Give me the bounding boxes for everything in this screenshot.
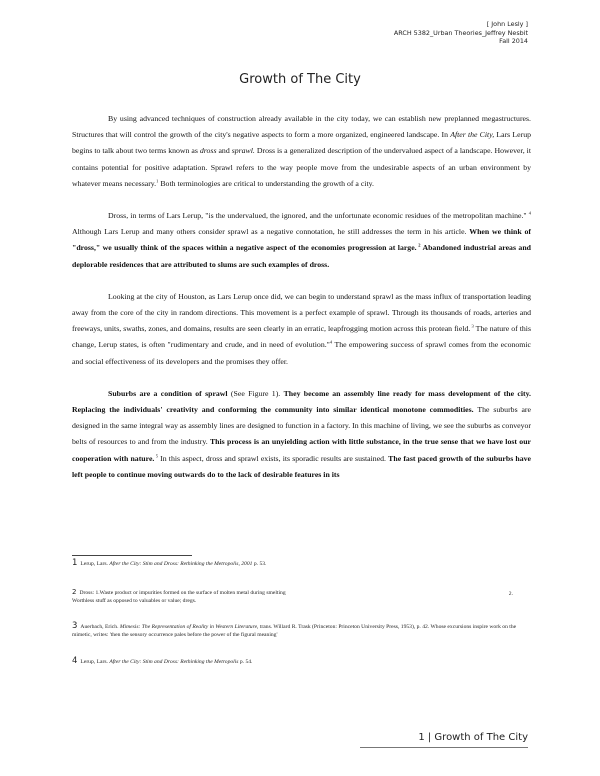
text-run: Although Lars Lerup and many others consider sprawl as a negative connotation, he still addresses the term in his article. [72, 227, 470, 237]
footnote-ref[interactable]: 1 [156, 178, 159, 184]
document-title: Growth of The City [239, 72, 361, 87]
footnote-text: Lerup, Lars. [80, 658, 110, 665]
footnote-ref[interactable]: 4 [528, 210, 531, 216]
footnote-text: Dross: 1.Waste product or impurities formed on the surface of molten metal during smelting [79, 589, 286, 596]
footnote-ref[interactable]: 2 [416, 242, 421, 248]
footnotes [72, 560, 531, 681]
footnote-number: 2 [72, 587, 77, 596]
text-run: The suburbs are designed in the same integral way as assembly lines are designed to function in a factory. In this machine of living, we see the suburbs as conveyor belts of resources to and from the industry. [72, 405, 531, 447]
footnote-1 [72, 560, 531, 569]
text-italic: dross [199, 146, 217, 156]
footnote-text: Worthless stuff as opposed to valuables or value; dregs. [72, 597, 197, 604]
paragraph-4 [72, 386, 531, 483]
text-bold: Suburbs are a condition of sprawl [108, 388, 228, 398]
header-author: [ John Lesly ] [486, 20, 528, 28]
footnote-4 [72, 655, 531, 667]
footer-separator: | [424, 732, 435, 743]
footnote-text: Auerbach, Erich. [80, 624, 120, 631]
text-run: Both terminologies are critical to understanding the growth of a city. [158, 178, 374, 188]
paragraph-1 [72, 111, 531, 192]
text-bold: The fast paced growth of the suburbs have left people to continue moving outwards do to the lack of desirable features in its [72, 453, 531, 479]
header-course: ARCH 5382_Urban Theories_Jeffrey Nesbit [393, 28, 528, 37]
footer-label: Growth of The City [434, 732, 528, 743]
footnote-ref[interactable]: 3 [470, 323, 474, 329]
footnote-number: 1 [72, 558, 78, 568]
text-run: Dross is a generalized description of the undervalued aspect of a landscape. However, it contains potential for positive adaptation. Sprawl refers to the way people move from the undesirable aspects of an urban environment by whatever means necessary. [72, 146, 531, 188]
page-header [394, 20, 528, 46]
text-run: Dross, in terms of Lars Lerup, "is the undervalued, the ignored, and the unfortunate economic residues of the metropolitan machine." [108, 211, 529, 221]
footnote-side-number: 2. [508, 590, 513, 597]
text-italic: sprawl. [231, 146, 255, 156]
document-body [72, 111, 531, 483]
text-run: (See Figure 1). [227, 388, 284, 398]
text-bold: Abandoned industrial areas and deplorable residences that are attributed to slums are such examples of dross. [72, 243, 531, 269]
text-run: The nature of this change, Lerup states, is often "rudimentary and crude, and in need of evolution." [72, 324, 531, 350]
text-run: Lars Lerup begins to talk about two terms known as [72, 130, 531, 156]
text-run: Looking at the city of Houston, as Lars Lerup once did, we can begin to understand sprawl as the mass influx of transportation leading away from the core of the city in random directions. This movement is a perfect example of sprawl. Through its thousands of roads, arteries and freeways, units, swaths, zones, and domains, results are seen clearly in an erratic, leapfrogging motion across this protean field. [72, 291, 531, 334]
page-number: 1 [418, 732, 425, 743]
paragraph-3 [72, 289, 531, 370]
text-run: The empowering success of sprawl comes from the economic and social effectiveness of its developers and the promises they offer. [72, 340, 531, 366]
footnote-text: trans. Willard R. Trask (Princeton: Princeton University Press, 1953), p. 42. Whose excursions inspire work on the mimetic, writes: 'then the sensory occurrence pales before the power of the figural meaning' [72, 624, 517, 639]
paragraph-2 [72, 208, 531, 273]
page-footer [418, 732, 528, 743]
text-run: In this aspect, dross and sprawl exists, its sporadic results are sustained. [157, 453, 389, 463]
footnote-text: p. 53. [252, 561, 267, 567]
footnote-ref[interactable]: 5 [154, 453, 158, 459]
header-term: Fall 2014 [499, 37, 528, 46]
footnote-ref[interactable]: 4 [329, 339, 333, 345]
footnote-text-italic: After the City: Stim and Dross: Rethinking the Metropolis [109, 658, 239, 665]
footnote-3 [72, 623, 531, 640]
footnote-number: 3 [72, 621, 78, 632]
footnote-text-italic: After the City: Stim and Dross: Rethinking the Metropolis, 2001 [109, 561, 253, 567]
text-run: and [216, 146, 232, 156]
footnote-text: p. 54. [238, 658, 253, 665]
footnote-text-italic: Mimesis: The Representation of Reality in Western Literature, [119, 624, 259, 631]
footnote-2 [72, 589, 531, 606]
footnote-text: Lerup, Lars. [80, 561, 110, 567]
text-bold: They become an assembly line ready for mass development of the city. Replacing the individuals' creativity and conforming the community into similar identical monotone commodities. [72, 388, 532, 415]
text-run: By using advanced techniques of construction already available in the city today, we can establish new preplanned megastructures. Structures that will control the growth of the city's negative aspects to form a more organized, engineered landscape. In [72, 114, 531, 140]
footer-rule [360, 747, 528, 748]
text-bold: This process is an unyielding action with little substance, in the true sense that we have lost our cooperation with nature. [72, 437, 531, 463]
footnote-separator [72, 555, 192, 556]
text-bold: When we think of "dross," we usually think of the spaces within a negative aspect of the economies progression at large. [72, 227, 531, 253]
text-italic: After the City, [450, 130, 495, 140]
footnote-number: 4 [72, 655, 78, 666]
